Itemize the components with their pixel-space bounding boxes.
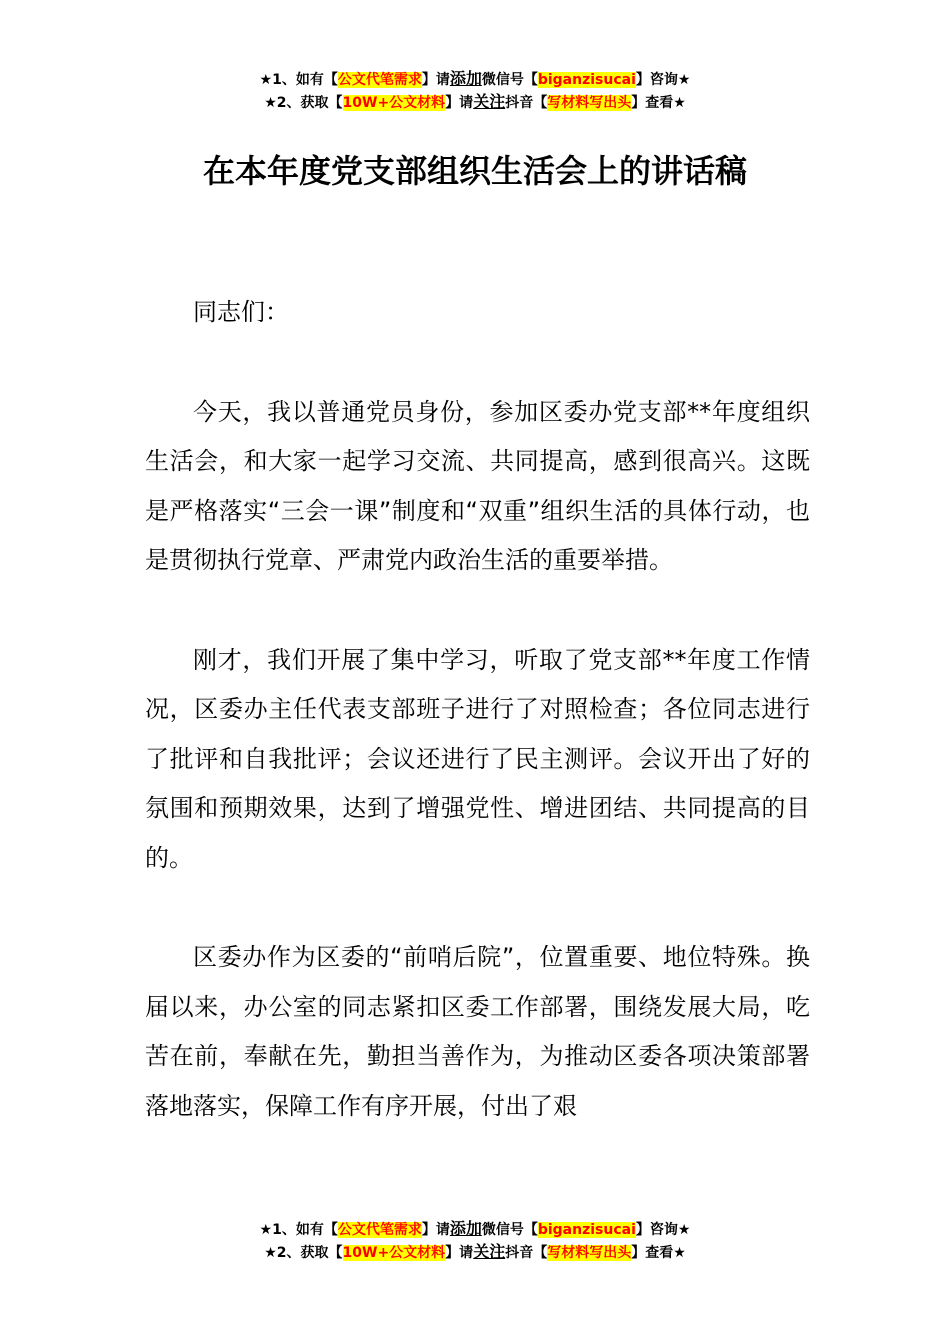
header-banner-line-1 [0, 68, 950, 91]
highlight-service: 公文代笔需求 [337, 1222, 422, 1238]
banner-text: 】请 [421, 1222, 450, 1238]
banner-text: ★1、如有【 [259, 1222, 338, 1238]
header-banner-line-2 [0, 91, 950, 114]
banner-text: 】请 [445, 95, 474, 111]
document-title: 在本年度党支部组织生活会上的讲话稿 [202, 152, 747, 190]
document-body [145, 288, 810, 1181]
highlight-douyin-account: 写材料写出头 [547, 1245, 632, 1261]
paragraph-2: 刚才，我们开展了集中学习，听取了党支部**年度工作情况，区委办主任代表支部班子进行了对照检查；各位同志进行了批评和自我批评；会议还进行了民主测评。会议开出了好的氛围和预期效果，达到了增强党性、增进团结、共同提高的目的。 [145, 645, 810, 872]
banner-text: 微信号【 [481, 72, 538, 88]
banner-text: ★2、获取【 [264, 95, 343, 111]
banner-text: ★1、如有【 [259, 72, 338, 88]
banner-emphasis: 关注 [473, 1242, 506, 1261]
banner-text: 抖音【 [505, 95, 548, 111]
highlight-materials: 10W+公文材料 [342, 95, 446, 111]
banner-emphasis: 关注 [473, 92, 506, 111]
highlight-douyin-account: 写材料写出头 [547, 95, 632, 111]
footer-banner [0, 1218, 950, 1264]
highlight-materials: 10W+公文材料 [342, 1245, 446, 1261]
banner-text: ★2、获取【 [264, 1245, 343, 1261]
banner-emphasis: 添加 [449, 1219, 482, 1238]
salutation: 同志们： [193, 298, 289, 326]
footer-banner-line-2 [0, 1241, 950, 1264]
banner-text: 抖音【 [505, 1245, 548, 1261]
paragraph-1: 今天，我以普通党员身份，参加区委办党支部**年度组织生活会，和大家一起学习交流、共同提高，感到很高兴。这既是严格落实“三会一课”制度和“双重”组织生活的具体行动，也是贯彻执行党章、严肃党内政治生活的重要举措。 [145, 397, 810, 574]
banner-emphasis: 添加 [449, 69, 482, 88]
header-banner [0, 68, 950, 114]
banner-text: 】查看★ [631, 1245, 686, 1261]
footer-banner-line-1 [0, 1218, 950, 1241]
highlight-wechat-id: biganzisucai [537, 1222, 636, 1238]
highlight-wechat-id: biganzisucai [537, 72, 636, 88]
banner-text: 】咨询★ [635, 72, 691, 88]
banner-text: 】请 [421, 72, 450, 88]
paragraph-3: 区委办作为区委的“前哨后院”，位置重要、地位特殊。换届以来，办公室的同志紧扣区委工作部署，围绕发展大局，吃苦在前，奉献在先，勤担当善作为，为推动区委各项决策部署落地落实，保障工作有序开展，付出了艰 [145, 943, 810, 1120]
banner-text: 】咨询★ [635, 1222, 691, 1238]
highlight-service: 公文代笔需求 [337, 72, 422, 88]
banner-text: 微信号【 [481, 1222, 538, 1238]
banner-text: 】请 [445, 1245, 474, 1261]
banner-text: 】查看★ [631, 95, 686, 111]
